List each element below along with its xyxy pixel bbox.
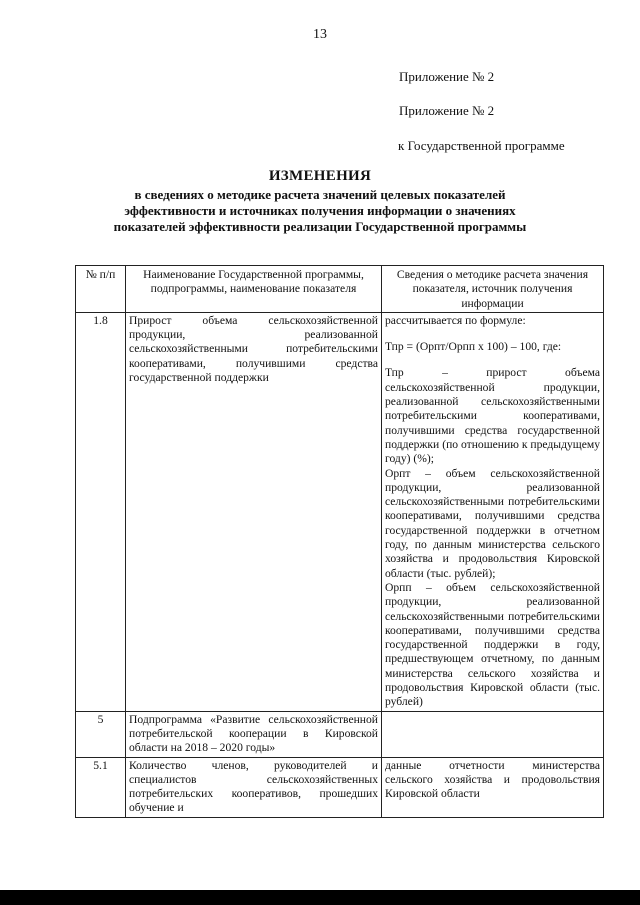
annex-label: Приложение № 2: [399, 69, 495, 84]
row-subprogram-name: Подпрограмма «Развитие сельскохозяйственной потребительской кооперации в Кировской области на 2018 – 2020 годы»: [126, 711, 382, 757]
row-indicator-name: Количество членов, руководителей и специалистов сельскохозяйственных потребительских кооперативов, прошедших обучение и: [126, 757, 382, 817]
table-row: [76, 757, 604, 817]
table-row: [76, 711, 604, 757]
row-number: 1.8: [76, 312, 126, 711]
row-method: [382, 711, 604, 757]
method-formula: Тпр = (Орпт/Орпп х 100) – 100, где:: [385, 340, 562, 354]
annex-program-reference: к Государственной программе: [398, 138, 565, 153]
table-row: [76, 312, 604, 711]
table-header-row: [76, 266, 604, 313]
definition-tpr: Тпр – прирост объема сельскохозяйственной продукции, реализованной сельскохозяйственными потребительскими кооперативами, получившими средства государственной поддержки (по отношению к предыдущему году) (%);: [385, 366, 600, 466]
row-method: данные отчетности министерства сельского хозяйства и продовольствия Кировской области: [382, 757, 604, 817]
annex-label-repeat: Приложение № 2: [399, 103, 495, 118]
document-title: ИЗМЕНЕНИЯ: [268, 168, 372, 184]
definition-orpt: Орпт – объем сельскохозяйственной продукции, реализованной сельскохозяйственными потребительскими кооперативами, получившими средства государственной поддержки в отчетном году, по данным министерства сельского хозяйства и продовольствия Кировской области (тыс. рублей);: [385, 466, 600, 580]
header-number: № п/п: [76, 266, 126, 313]
indicators-table: [75, 265, 604, 818]
row-method: [382, 312, 604, 711]
document-subtitle: в сведениях о методике расчета значений целевых показателей эффективности и источниках получения информации о значениях показателей эффективности реализации Государственной программы: [113, 187, 527, 234]
row-number: 5: [76, 711, 126, 757]
row-number: 5.1: [76, 757, 126, 817]
row-indicator-name: Прирост объема сельскохозяйственной продукции, реализованной сельскохозяйственными потребительскими кооперативами, получившими средства государственной поддержки: [126, 312, 382, 711]
header-name: Наименование Государственной программы, подпрограммы, наименование показателя: [126, 266, 382, 313]
header-method: Сведения о методике расчета значения показателя, источник получения информации: [382, 266, 604, 313]
definition-orpp: Орпп – объем сельскохозяйственной продукции, реализованной сельскохозяйственными потребительскими кооперативами, получившими средства государственной поддержки в году, предшествующем отчетному, по данным министерства сельского хозяйства и продовольствия Кировской области (тыс. рублей): [385, 580, 600, 709]
document-heading: [100, 168, 540, 235]
page-number: 13: [313, 27, 327, 42]
method-intro: рассчитывается по формуле:: [385, 313, 526, 327]
scan-bottom-border: [0, 890, 640, 905]
